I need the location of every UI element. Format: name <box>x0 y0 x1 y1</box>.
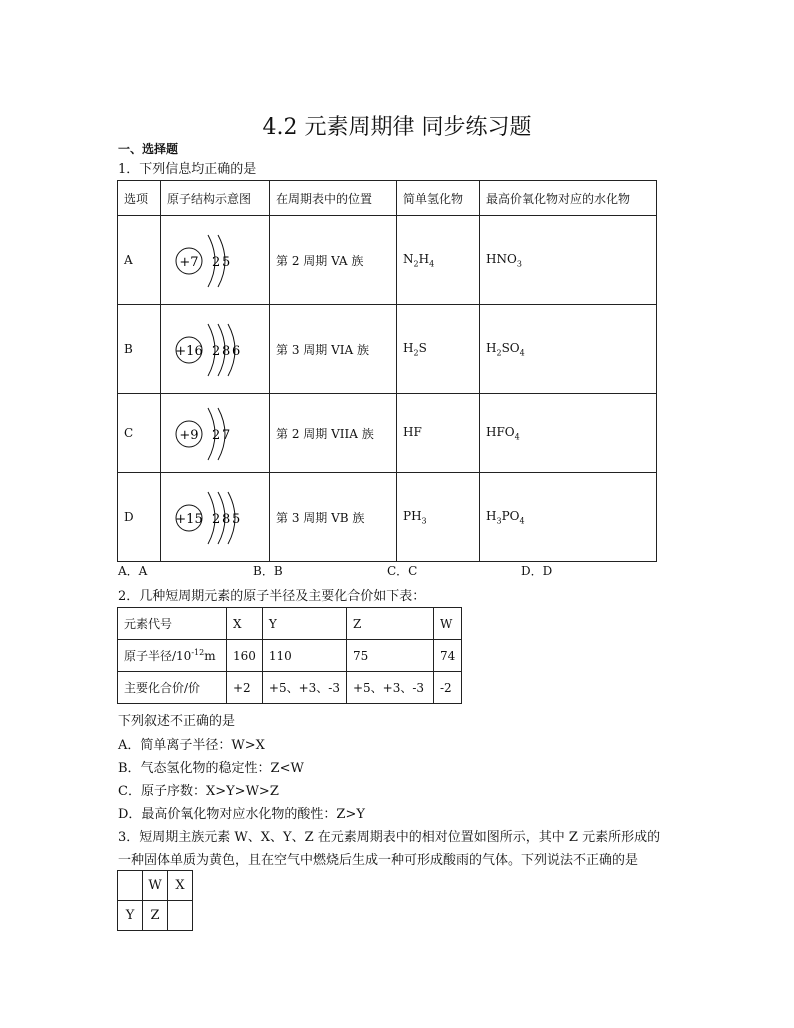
table-row <box>118 640 462 672</box>
electron-count: 2 <box>212 255 221 270</box>
electron-count: 5 <box>232 512 241 527</box>
atom-diagram <box>167 482 263 552</box>
q2-valence-x: +2 <box>227 672 263 704</box>
grid-cell: Z <box>143 901 168 931</box>
q3-stem-line1: 3．短周期主族元素 W、X、Y、Z 在元素周期表中的相对位置如图所示，其中 Z 元素所形成的 <box>118 830 661 845</box>
q2-choice-a[interactable]: A．简单离子半径：W>X <box>118 738 265 753</box>
section-heading: 一、选择题 <box>118 142 179 156</box>
nucleus-charge: +7 <box>179 255 199 270</box>
q2-header-element: 元素代号 <box>118 608 227 640</box>
q2-radius-y: 110 <box>262 640 346 672</box>
table-row <box>118 473 657 562</box>
row-hydroxide: $H_3PO_4$ <box>480 473 657 562</box>
page-title: 4.2 元素周期律 同步练习题 <box>262 115 532 140</box>
row-option: A <box>118 216 161 305</box>
q1-header-hydride: 简单氢化物 <box>397 181 480 216</box>
grid-cell <box>118 871 143 901</box>
q1-header-row <box>118 181 657 216</box>
q3-stem-line2: 一种固体单质为黄色，且在空气中燃烧后生成一种可形成酸雨的气体。下列说法不正确的是 <box>118 853 639 868</box>
atom-diagram <box>167 314 263 384</box>
row-position: 第 2 周期 VIIA 族 <box>270 394 397 473</box>
q2-radius-label: 原子半径$/10^{-12}m$ <box>118 640 227 672</box>
row-hydroxide: $HNO_3$ <box>480 216 657 305</box>
grid-cell: X <box>168 871 193 901</box>
row-hydride: $PH_3$ <box>397 473 480 562</box>
q1-choice-c[interactable]: C．C <box>387 564 418 578</box>
row-hydroxide: $HFO_4$ <box>480 394 657 473</box>
nucleus-charge: +16 <box>175 344 203 359</box>
table-row <box>118 901 193 931</box>
q1-header-diagram: 原子结构示意图 <box>161 181 270 216</box>
q2-radius-z: 75 <box>346 640 433 672</box>
nucleus-charge: +9 <box>179 428 199 443</box>
electron-count: 2 <box>212 428 221 443</box>
table-row <box>118 394 657 473</box>
q1-table <box>117 180 657 562</box>
table-row <box>118 672 462 704</box>
q2-choice-b[interactable]: B．气态氢化物的稳定性：Z<W <box>118 761 304 776</box>
atom-diagram-cell <box>161 305 270 394</box>
grid-cell: Y <box>118 901 143 931</box>
row-position: 第 2 周期 VA 族 <box>270 216 397 305</box>
q2-choice-c[interactable]: C．原子序数：X>Y>W>Z <box>118 784 279 799</box>
q2-header-z: Z <box>346 608 433 640</box>
q1-choice-b[interactable]: B．B <box>253 564 283 578</box>
row-hydroxide: $H_2SO_4$ <box>480 305 657 394</box>
q1-header-hydroxide: 最高价氧化物对应的水化物 <box>480 181 657 216</box>
q2-header-x: X <box>227 608 263 640</box>
q1-choice-d[interactable]: D．D <box>521 564 553 578</box>
electron-count: 8 <box>222 344 231 359</box>
q2-radius-w: 74 <box>433 640 461 672</box>
q2-header-y: Y <box>262 608 346 640</box>
table-row <box>118 608 462 640</box>
electron-count: 6 <box>232 344 241 359</box>
q1-stem: 1．下列信息均正确的是 <box>118 162 257 177</box>
q2-table <box>117 607 462 704</box>
table-row <box>118 305 657 394</box>
q1-header-position: 在周期表中的位置 <box>270 181 397 216</box>
q3-grid <box>117 870 193 931</box>
q1-choice-a[interactable]: A．A <box>118 564 148 578</box>
q2-radius-x: 160 <box>227 640 263 672</box>
grid-cell <box>168 901 193 931</box>
row-option: D <box>118 473 161 562</box>
row-option: B <box>118 305 161 394</box>
q2-choice-d[interactable]: D．最高价氧化物对应水化物的酸性：Z>Y <box>118 807 365 822</box>
row-hydride: HF <box>397 394 480 473</box>
table-row <box>118 871 193 901</box>
q2-valence-z: +5、+3、-3 <box>346 672 433 704</box>
row-hydride: $N_2H_4$ <box>397 216 480 305</box>
atom-diagram <box>167 398 263 468</box>
q2-valence-w: -2 <box>433 672 461 704</box>
q1-header-option: 选项 <box>118 181 161 216</box>
electron-count: 8 <box>222 512 231 527</box>
electron-count: 2 <box>212 344 221 359</box>
q2-prompt: 下列叙述不正确的是 <box>118 714 236 729</box>
grid-cell: W <box>143 871 168 901</box>
row-position: 第 3 周期 VIA 族 <box>270 305 397 394</box>
electron-count: 7 <box>222 428 231 443</box>
q2-header-w: W <box>433 608 461 640</box>
row-option: C <box>118 394 161 473</box>
atom-diagram-cell <box>161 473 270 562</box>
electron-count: 5 <box>222 255 231 270</box>
atom-diagram-cell <box>161 216 270 305</box>
q2-stem: 2．几种短周期元素的原子半径及主要化合价如下表： <box>118 589 426 604</box>
q2-valence-label: 主要化合价/价 <box>118 672 227 704</box>
table-row <box>118 216 657 305</box>
electron-count: 2 <box>212 512 221 527</box>
atom-diagram-cell <box>161 394 270 473</box>
atom-diagram <box>167 225 263 295</box>
row-hydride: $H_2S$ <box>397 305 480 394</box>
q2-valence-y: +5、+3、-3 <box>262 672 346 704</box>
nucleus-charge: +15 <box>175 512 203 527</box>
row-position: 第 3 周期 VB 族 <box>270 473 397 562</box>
